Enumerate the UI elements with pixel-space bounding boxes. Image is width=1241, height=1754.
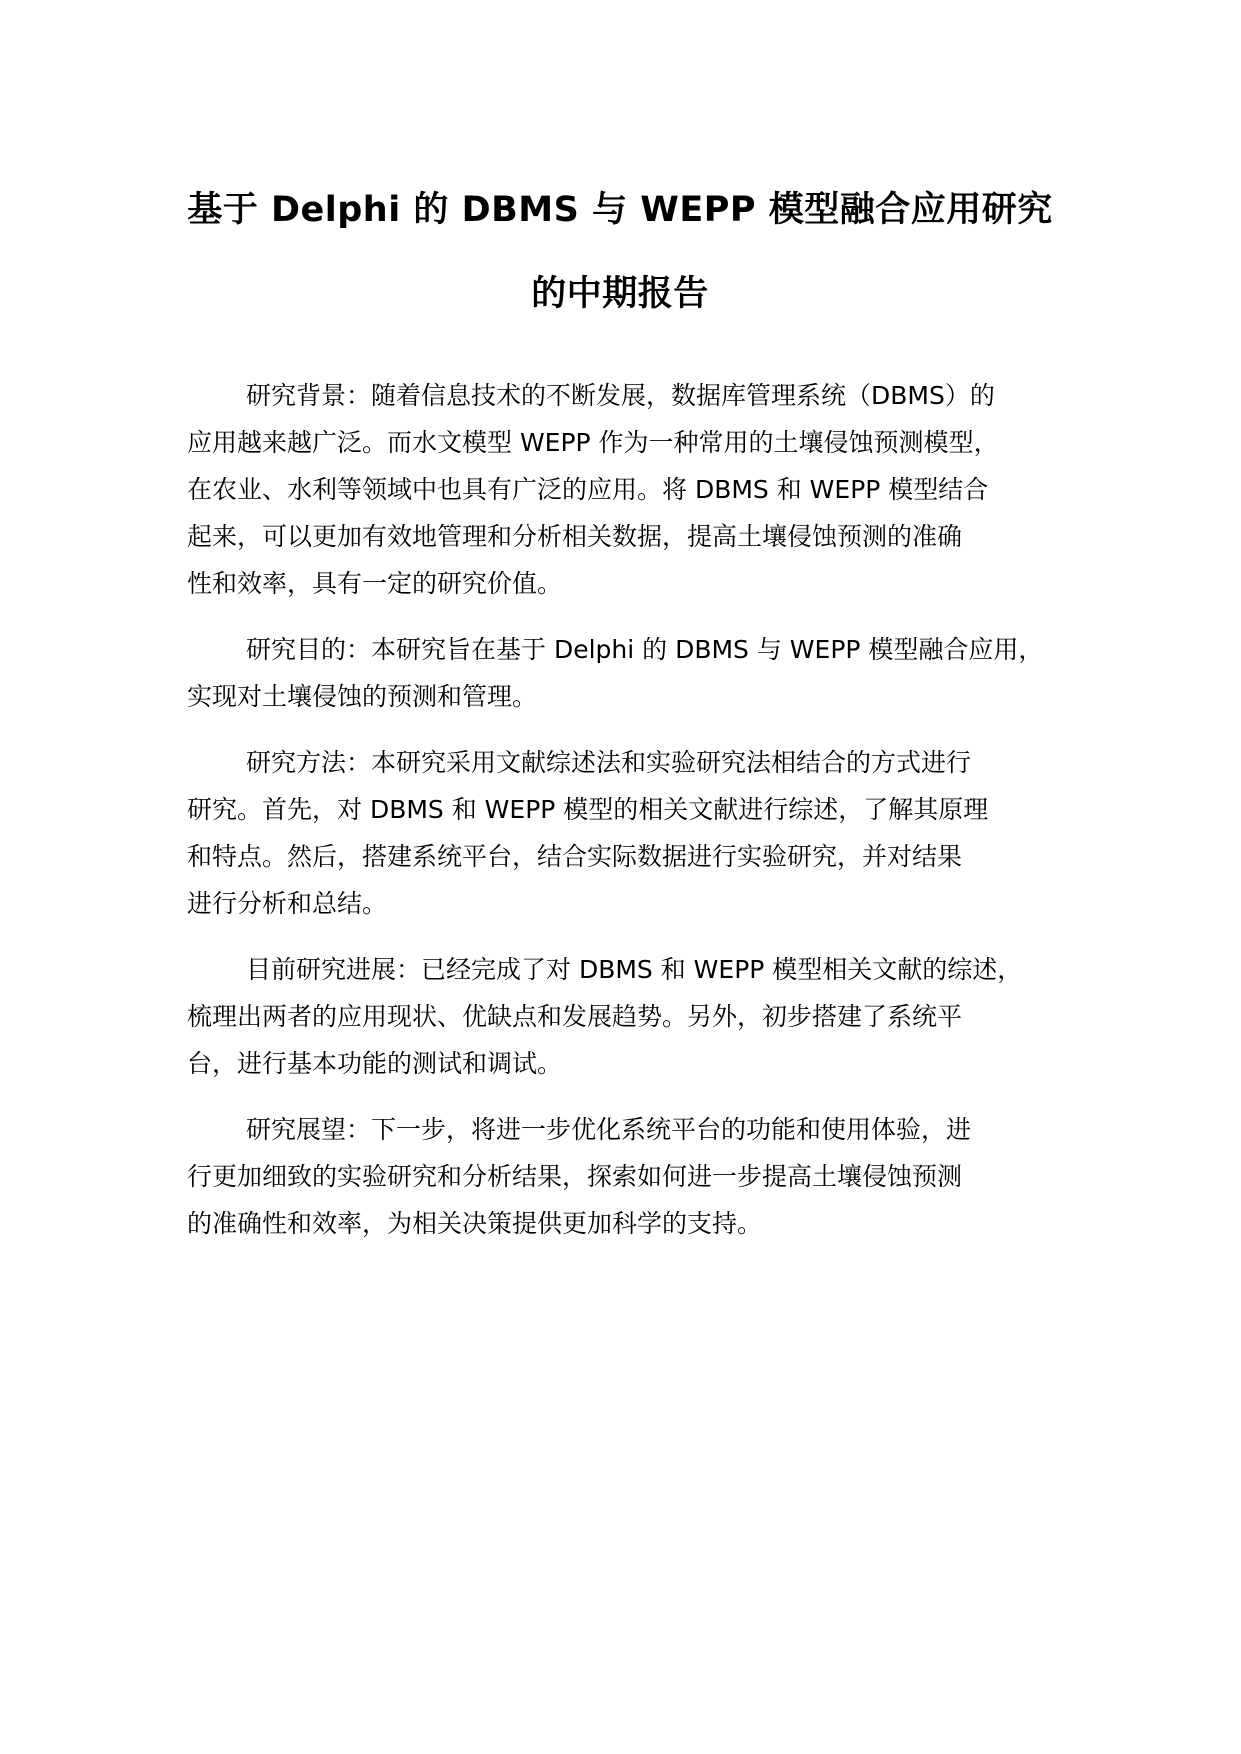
paragraph-line: 实现对土壤侵蚀的预测和管理。 (187, 682, 538, 711)
paragraph-line: 研究目的：本研究旨在基于 Delphi 的 DBMS 与 WEPP 模型融合应用， (246, 635, 1044, 664)
document-title (150, 168, 1090, 336)
paragraph-line: 行更加细致的实验研究和分析结果，探索如何进一步提高土壤侵蚀预测 (187, 1162, 963, 1191)
title-line-1: 基于 Delphi 的 DBMS 与 WEPP 模型融合应用研究 (187, 190, 1053, 230)
paragraph-line: 台，进行基本功能的测试和调试。 (187, 1049, 563, 1078)
paragraph-line: 梳理出两者的应用现状、优缺点和发展趋势。另外，初步搭建了系统平 (187, 1002, 963, 1031)
paragraph-line: 进行分析和总结。 (187, 889, 388, 918)
paragraph-research-method (187, 739, 1077, 927)
paragraph-research-outlook (187, 1106, 1077, 1247)
paragraph-research-background (187, 372, 1077, 607)
paragraph-research-purpose (187, 626, 1077, 720)
paragraph-line: 研究方法：本研究采用文献综述法和实验研究法相结合的方式进行 (246, 748, 972, 777)
paragraph-line: 的准确性和效率，为相关决策提供更加科学的支持。 (187, 1209, 763, 1238)
paragraph-line: 性和效率，具有一定的研究价值。 (187, 569, 563, 598)
title-line-2: 的中期报告 (531, 274, 709, 314)
paragraph-line: 应用越来越广泛。而水文模型 WEPP 作为一种常用的土壤侵蚀预测模型， (187, 428, 999, 457)
paragraph-line: 研究背景：随着信息技术的不断发展，数据库管理系统（DBMS）的 (246, 381, 995, 410)
paragraph-current-progress (187, 946, 1077, 1087)
paragraph-line: 起来，可以更加有效地管理和分析相关数据，提高土壤侵蚀预测的准确 (187, 522, 963, 551)
paragraph-line: 研究展望：下一步，将进一步优化系统平台的功能和使用体验，进 (246, 1115, 972, 1144)
paragraph-line: 和特点。然后，搭建系统平台，结合实际数据进行实验研究，并对结果 (187, 842, 963, 871)
paragraph-line: 在农业、水利等领域中也具有广泛的应用。将 DBMS 和 WEPP 模型结合 (187, 475, 989, 504)
document-body (187, 372, 1077, 1266)
paragraph-line: 研究。首先，对 DBMS 和 WEPP 模型的相关文献进行综述，了解其原理 (187, 795, 989, 824)
paragraph-line: 目前研究进展：已经完成了对 DBMS 和 WEPP 模型相关文献的综述， (246, 955, 1023, 984)
